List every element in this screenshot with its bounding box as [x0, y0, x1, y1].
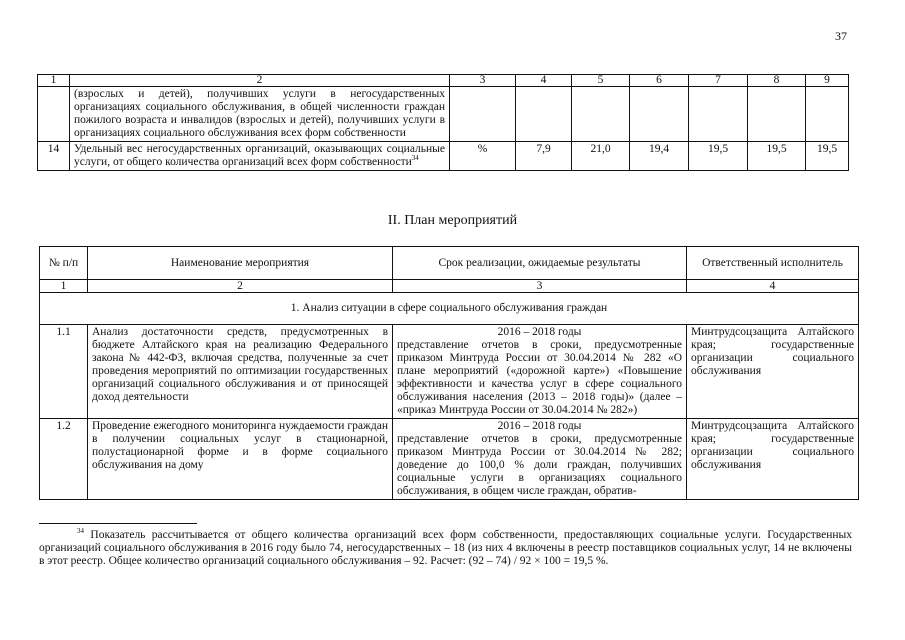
- section-row: [40, 293, 859, 325]
- page-number: 37: [835, 29, 847, 43]
- value-cell: [572, 87, 630, 142]
- value-cell: 19,5: [689, 142, 748, 171]
- value-cell: 7,9: [516, 142, 572, 171]
- expected-result: представление отчетов в сроки, предусмотренные приказом Минтруда России от 30.04.2014 № 282 «О плане мероприятий («дорожной карте») «Повышение эффективности и качества услуг в сфере социального обслуживания населения (2013 – 2018 годы)» (далее – «приказ Минтруда России от 30.04.2014 № 282»): [397, 339, 682, 416]
- row-number: 14: [38, 142, 70, 171]
- indicator-text: Удельный вес негосударственных организаций, оказывающих социальные услуги, от общего количества организаций всех форм собственности: [74, 143, 445, 168]
- unit-cell: %: [450, 142, 516, 171]
- expected-result: представление отчетов в сроки, предусмотренные приказом Минтруда России от 30.04.2014 № 282; доведение до 100,0 % доли граждан, получивших социальные услуги в организациях социального обслуживания, в общем числе граждан, обратив-: [397, 433, 682, 497]
- column-number: 3: [393, 280, 687, 293]
- action-plan-table: [39, 246, 859, 500]
- column-number: 1: [38, 75, 70, 87]
- value-cell: 21,0: [572, 142, 630, 171]
- footnote-ref: 34: [411, 154, 419, 163]
- column-number: 2: [70, 75, 450, 87]
- column-number: 4: [687, 280, 859, 293]
- row-number: [38, 87, 70, 142]
- column-number-row: [38, 75, 849, 87]
- column-number: 5: [572, 75, 630, 87]
- column-number: 7: [689, 75, 748, 87]
- activity-name: Анализ достаточности средств, предусмотренных в бюджете Алтайского края на реализацию Федерального закона № 442-ФЗ, включая средства, полученные за счет проведения мероприятий по оптимизации государственных организаций социального обслуживания и от приносящей доход деятельности: [88, 325, 393, 419]
- table-row: [40, 419, 859, 500]
- value-cell: 19,4: [630, 142, 689, 171]
- indicator-cell: [70, 142, 450, 171]
- column-number-row: [40, 280, 859, 293]
- row-number: 1.1: [40, 325, 88, 419]
- row-number: 1.2: [40, 419, 88, 500]
- table-row: [38, 87, 849, 142]
- indicators-table: [37, 74, 849, 171]
- responsible-executor: Минтрудсоцзащита Алтайского края; государственные организации социального обслуживания: [687, 325, 859, 419]
- value-cell: [806, 87, 849, 142]
- value-cell: [516, 87, 572, 142]
- column-number: 6: [630, 75, 689, 87]
- footnote-mark: 34: [77, 527, 84, 536]
- term-cell: [393, 325, 687, 419]
- section-heading: 1. Анализ ситуации в сфере социального обслуживания граждан: [40, 293, 859, 325]
- value-cell: [689, 87, 748, 142]
- term-cell: [393, 419, 687, 500]
- header-responsible: Ответственный исполнитель: [687, 247, 859, 280]
- column-number: 2: [88, 280, 393, 293]
- value-cell: 19,5: [806, 142, 849, 171]
- column-number: 4: [516, 75, 572, 87]
- table-row: [40, 325, 859, 419]
- column-number: 8: [748, 75, 806, 87]
- value-cell: [748, 87, 806, 142]
- value-cell: 19,5: [748, 142, 806, 171]
- header-num: № п/п: [40, 247, 88, 280]
- unit-cell: [450, 87, 516, 142]
- footnote-divider: [39, 523, 197, 524]
- activity-name: Проведение ежегодного мониторинга нуждаемости граждан в получении социальных услуг в стационарной, полустационарной форме и в форме социального обслуживания на дому: [88, 419, 393, 500]
- header-name: Наименование мероприятия: [88, 247, 393, 280]
- column-number: 3: [450, 75, 516, 87]
- value-cell: [630, 87, 689, 142]
- column-number: 9: [806, 75, 849, 87]
- footnote-text: Показатель рассчитывается от общего количества организаций всех форм собственности, предоставляющих социальные услуги. Государственных организаций социального обслуживания в 2016 году было 74, негосударственных – 18 (из них 4 включены в реестр поставщиков социальных услуг, 14 не включены в этот реестр. Общее количество организаций социального обслуживания – 92. Расчет: (92 – 74) / 92 × 100 = 19,5 %.: [39, 529, 852, 567]
- column-number: 1: [40, 280, 88, 293]
- responsible-executor: Минтрудсоцзащита Алтайского края; государственные организации социального обслуживания: [687, 419, 859, 500]
- section-title: II. План мероприятий: [387, 213, 518, 228]
- header-term: Срок реализации, ожидаемые результаты: [393, 247, 687, 280]
- indicator-text: (взрослых и детей), получивших услуги в негосударственных организациях социального обслуживания, в общей численности граждан пожилого возраста и инвалидов (взрослых и детей), получивших услуги в организациях социального обслуживания всех форм собственности: [70, 87, 450, 142]
- table-row: [38, 142, 849, 171]
- term-years: 2016 – 2018 годы: [497, 326, 582, 338]
- term-years: 2016 – 2018 годы: [497, 420, 582, 432]
- header-row: [40, 247, 859, 280]
- footnote: [39, 529, 852, 568]
